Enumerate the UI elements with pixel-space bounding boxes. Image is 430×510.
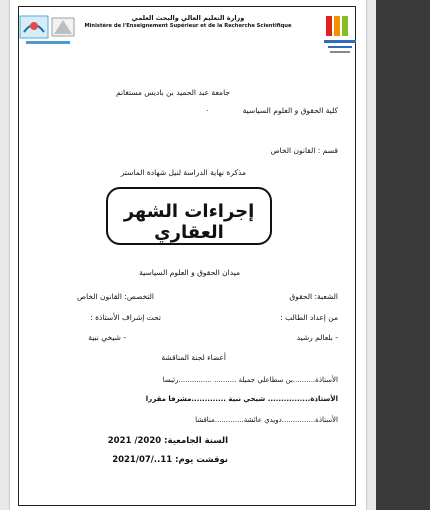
ministry-arabic: وزارة التعليم العالي والبحث العلمي (131, 14, 245, 22)
university-name: جامعة عبد الحميد بن باديس مستغانم (115, 88, 230, 97)
memo-subtitle: مذكرة نهاية الدراسة لنيل شهادة الماستر (120, 168, 246, 177)
supervised-by-label: تحت إشراف الأستاذة : (90, 313, 161, 322)
ministry-french: Ministère de l'Enseignement Supérieur et de la Recherche Scientifique (84, 23, 292, 29)
committee-member: الأستاذة...............دويدي عائشة.............مناقشا (195, 416, 338, 424)
branch: الشعبة: الحقوق (289, 292, 338, 301)
committee-member: الأستاذة................ شيخي نبية .............مشرفا مقررا (145, 395, 338, 403)
faculty-name: كلية الحقوق و العلوم السياسية (242, 106, 338, 115)
committee-heading: أعضاء لجنة المناقشة (161, 353, 226, 362)
student-name: - بلعالم رشيد (296, 333, 338, 342)
committee-member: الأستاذة..........بن سطاعلي جميلة .......... ...............رئيسا (162, 376, 338, 384)
faculty-dot: . (206, 104, 209, 113)
defense-date: نوقشت يوم: 11../2021/07 (112, 455, 228, 465)
supervisor-name: - شيخي نبية (88, 333, 126, 342)
specialty: التخصص: القانون الخاص (77, 292, 154, 301)
title-box (106, 187, 272, 245)
memo-title: إجراءات الشهر العقاري (123, 201, 255, 243)
page-border (18, 6, 356, 506)
prepared-by-label: من إعداد الطالب : (280, 313, 338, 322)
dark-side-panel (376, 0, 430, 510)
field: ميدان الحقوق و العلوم السياسية (139, 268, 240, 277)
department: قسم : القانون الخاص (270, 146, 338, 155)
academic-year: السنة الجامعية: 2020/ 2021 (107, 436, 228, 446)
document-page (10, 0, 366, 510)
